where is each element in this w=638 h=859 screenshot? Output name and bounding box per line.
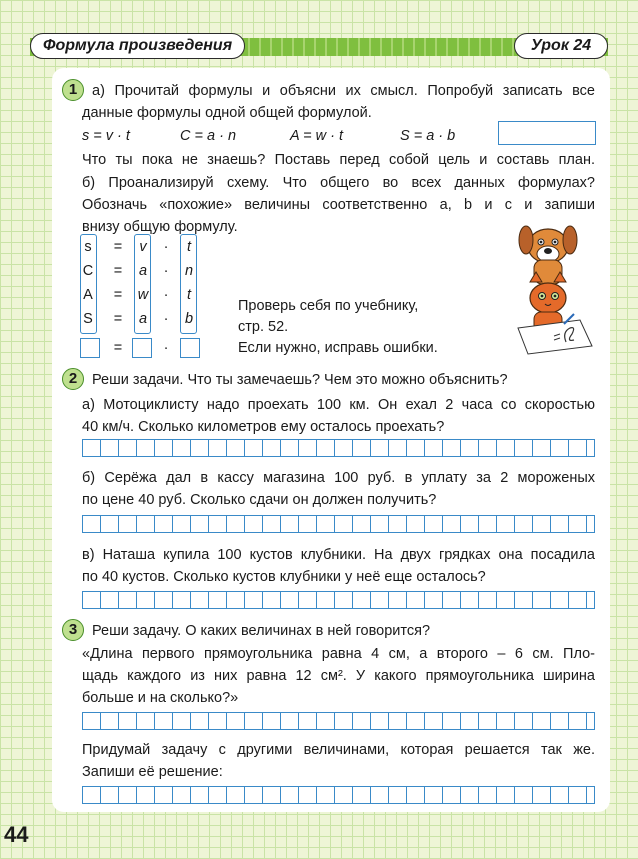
task2-b-line-2: по цене 40 руб. Сколько сдачи он должен получить? (82, 492, 437, 508)
task3-intro: Реши задачу. О каких величинах в ней говорится? (92, 623, 431, 639)
scheme-dot: · (163, 263, 169, 279)
scheme-cell: s (84, 239, 92, 255)
page-title: Формула произведения (30, 33, 245, 59)
scheme-eq: = (113, 263, 123, 279)
task2-c-line-2: по 40 кустов. Сколько кустов клубники у неё еще осталось? (82, 569, 486, 585)
scheme-cell: v (139, 239, 147, 255)
task-number-2: 2 (62, 368, 84, 390)
check-line-3: Если нужно, исправь ошибки. (238, 340, 438, 356)
scheme-cell: C (82, 263, 94, 279)
formula-cost: C = a · n (180, 128, 237, 144)
scheme-cell: A (83, 287, 93, 303)
task-number-1: 1 (62, 79, 84, 101)
scheme-eq: = (113, 311, 123, 327)
formula-area: S = a · b (400, 128, 456, 144)
general-formula-cell-a[interactable] (132, 338, 152, 358)
task1-a-line-1: а) Прочитай формулы и объясни их смысл. Попробуй записать все (92, 83, 595, 99)
task2-a-answer-row[interactable] (82, 439, 595, 457)
task3-line-2: щадь каждого из них равна 12 см². У какого прямоугольника ширина (82, 668, 595, 684)
scheme-cell: t (186, 287, 192, 303)
scheme-cell: a (138, 263, 148, 279)
scheme-cell: n (184, 263, 194, 279)
task3-line-3: больше и на сколько?» (82, 690, 239, 706)
scheme-cell: a (138, 311, 148, 327)
task2-c-line-1: в) Наташа купила 100 кустов клубники. На двух грядках она посадила (82, 547, 595, 563)
scheme-dot: · (163, 311, 169, 327)
formula-work: A = w · t (290, 128, 344, 144)
task1-b-line-3: внизу общую формулу. (82, 219, 238, 235)
task2-b-answer-row[interactable] (82, 515, 595, 533)
scheme-dot: · (163, 340, 169, 356)
check-line-2: стр. 52. (238, 319, 289, 335)
task1-question-line: Что ты пока не знаешь? Поставь перед собой цель и составь план. (82, 152, 595, 168)
task2-b-line-1: б) Серёжа дал в кассу магазина 100 руб. в уплату за 2 мороженых (82, 470, 595, 486)
task1-b-line-2: Обозначь «похожие» величины соответственно a, b и c и запиши (82, 197, 595, 213)
task2-a-line-1: а) Мотоциклисту надо проехать 100 км. Он ехал 2 часа со скоростью (82, 397, 595, 413)
scheme-eq: = (113, 287, 123, 303)
formula-distance: s = v · t (82, 128, 130, 144)
task3-invent-line-1: Придумай задачу с другими величинами, которая решается так же. (82, 742, 595, 758)
task3-line-1: «Длина первого прямоугольника равна 4 см, а второго – 6 см. Пло- (82, 646, 595, 662)
task3-invent-line-2: Запиши её решение: (82, 764, 223, 780)
scheme-eq: = (113, 340, 123, 356)
general-formula-answer-box[interactable] (498, 121, 596, 145)
page-number: 44 (4, 822, 29, 847)
scheme-cell: S (83, 311, 93, 327)
page-header (30, 33, 608, 59)
scheme-cell: w (137, 287, 149, 303)
scheme-dot: · (163, 287, 169, 303)
dog-and-cat-illustration (500, 216, 600, 356)
task3-invent-answer-row[interactable] (82, 786, 595, 804)
scheme-dot: · (163, 239, 169, 255)
task2-intro: Реши задачи. Что ты замечаешь? Чем это можно объяснить? (92, 372, 508, 388)
task1-a-line-2: данные формулы одной общей формулой. (82, 105, 372, 121)
task3-answer-row[interactable] (82, 712, 595, 730)
general-formula-cell-c[interactable] (80, 338, 100, 358)
scheme-eq: = (113, 239, 123, 255)
check-line-1: Проверь себя по учебнику, (238, 298, 419, 314)
scheme-cell: b (184, 311, 194, 327)
lesson-label: Урок 24 (514, 33, 608, 59)
task1-b-line-1: б) Проанализируй схему. Что общего во всех данных формулах? (82, 175, 595, 191)
task2-c-answer-row[interactable] (82, 591, 595, 609)
scheme-cell: t (186, 239, 192, 255)
task-number-3: 3 (62, 619, 84, 641)
task2-a-line-2: 40 км/ч. Сколько километров ему осталось проехать? (82, 419, 445, 435)
general-formula-cell-b[interactable] (180, 338, 200, 358)
